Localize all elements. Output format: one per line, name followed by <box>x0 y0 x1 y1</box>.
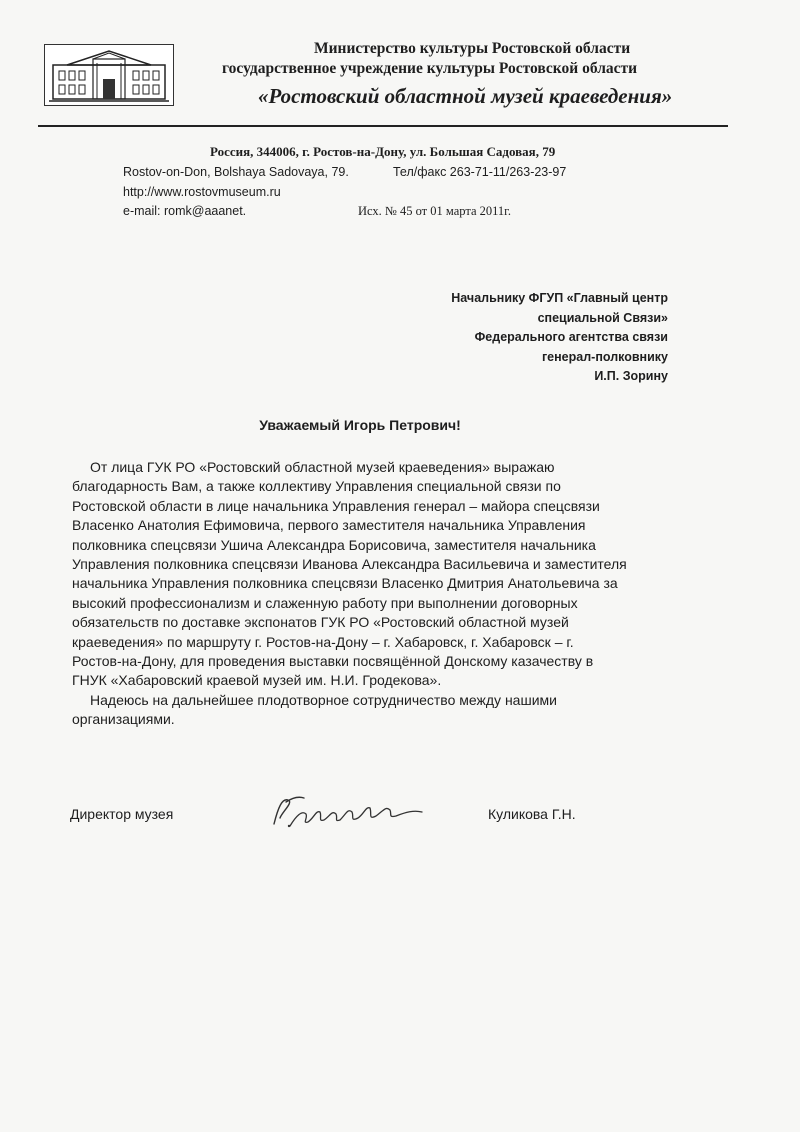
body-line: Ростов-на-Дону, для проведения выставки посвящённой Донскому казачеству в <box>72 653 594 670</box>
body-line: начальника Управления полковника спецсвязи Власенко Дмитрия Анатольевича за <box>72 575 618 592</box>
body-line: Надеюсь на дальнейшее плодотворное сотрудничество между нашими <box>90 691 557 708</box>
addressee-line: генерал-полковнику <box>541 349 668 364</box>
phone-fax: Тел/факс 263-71-11/263-23-97 <box>393 165 567 179</box>
body-line: краеведения» по маршруту г. Ростов-на-Дону – г. Хабаровск, г. Хабаровск – г. <box>72 633 574 650</box>
museum-logo <box>44 44 174 106</box>
signatory-name: Куликова Г.Н. <box>488 806 576 822</box>
header-divider <box>38 125 728 127</box>
addressee-block <box>451 289 668 387</box>
body-line: ГНУК «Хабаровский краевой музей им. Н.И. Гродекова». <box>72 672 442 689</box>
museum-name: «Ростовский областной музей краеведения» <box>258 84 673 108</box>
handwritten-signature <box>268 788 428 843</box>
addressee-line: Начальнику ФГУП «Главный центр <box>451 291 668 305</box>
signatory-title: Директор музея <box>70 806 174 822</box>
address-english: Rostov-on-Don, Bolshaya Sadovaya, 79. <box>123 165 349 179</box>
body-line: Власенко Анатолия Ефимовича, первого заместителя начальника Управления <box>72 517 586 534</box>
addressee-line: Федерального агентства связи <box>474 330 668 344</box>
email-address[interactable]: e-mail: romk@aaanet. <box>123 204 247 218</box>
institution-type: государственное учреждение культуры Ростовской области <box>222 60 638 77</box>
body-line: Ростовской области в лице начальника Управления генерал – майора спецсвязи <box>72 497 600 514</box>
body-line: полковника спецсвязи Ушича Александра Борисовича, заместителя начальника <box>72 536 596 553</box>
website-link[interactable]: http://www.rostovmuseum.ru <box>123 185 281 199</box>
outgoing-reference: Исх. № 45 от 01 марта 2011г. <box>358 204 512 218</box>
body-line: обязательств по доставке экспонатов ГУК РО «Ростовский областной музей <box>72 614 569 631</box>
body-line: благодарность Вам, а также коллективу Управления специальной связи по <box>72 478 561 495</box>
addressee-line: И.П. Зорину <box>594 369 668 383</box>
body-line: высокий профессионализм и слаженную работу при выполнении договорных <box>72 594 578 611</box>
address-russian: Россия, 344006, г. Ростов-на-Дону, ул. Большая Садовая, 79 <box>210 144 556 159</box>
ministry-name: Министерство культуры Ростовской области <box>314 40 631 57</box>
body-line: Управления полковника спецсвязи Иванова Александра Васильевича и заместителя <box>72 556 627 573</box>
body-line: организациями. <box>72 711 175 728</box>
letter-body <box>72 458 682 730</box>
addressee-line: специальной Связи» <box>537 310 668 325</box>
salutation: Уважаемый Игорь Петрович! <box>259 417 461 433</box>
body-line: От лица ГУК РО «Ростовский областной музей краеведения» выражаю <box>90 459 555 475</box>
